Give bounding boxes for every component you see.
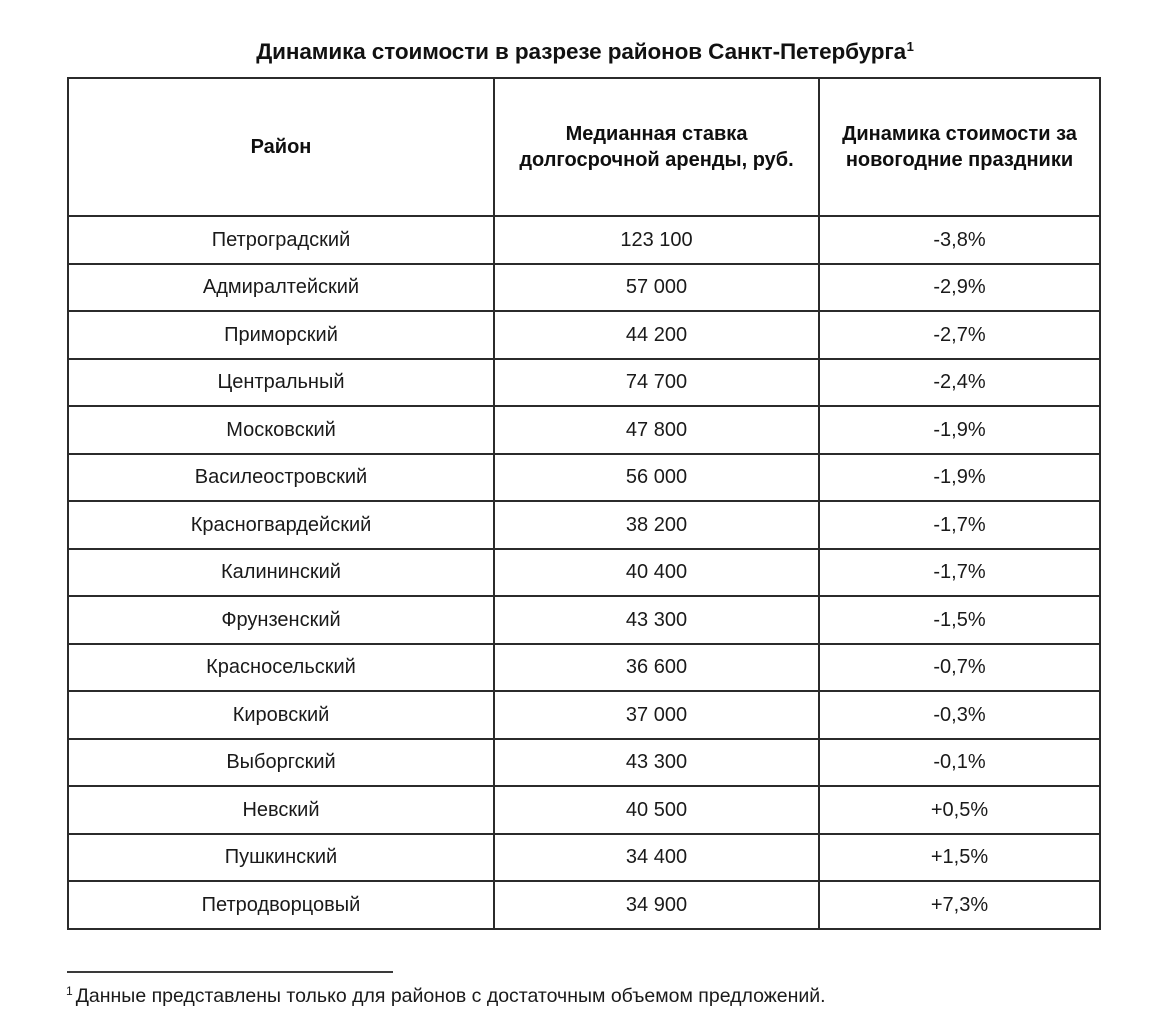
cell-district: Красносельский: [68, 644, 494, 692]
cell-district: Невский: [68, 786, 494, 834]
cell-dynamics: +7,3%: [819, 881, 1100, 929]
footnote-marker: 1: [66, 983, 73, 998]
cell-district: Выборгский: [68, 739, 494, 787]
cell-median-rate: 123 100: [494, 216, 819, 264]
table-row: [68, 834, 1100, 882]
cell-median-rate: 36 600: [494, 644, 819, 692]
table-row: [68, 501, 1100, 549]
cell-median-rate: 40 400: [494, 549, 819, 597]
page-title: [256, 39, 914, 65]
column-header-median-rate-line-1: Медианная ставка: [565, 122, 748, 145]
column-header-median-rate: [494, 78, 819, 216]
table-row: [68, 311, 1100, 359]
cell-median-rate: 43 300: [494, 739, 819, 787]
cell-district: Пушкинский: [68, 834, 494, 882]
cell-median-rate: 34 900: [494, 881, 819, 929]
table-row: [68, 264, 1100, 312]
table-header: [68, 78, 1100, 216]
cell-median-rate: 47 800: [494, 406, 819, 454]
cell-district: Приморский: [68, 311, 494, 359]
cell-district: Петродворцовый: [68, 881, 494, 929]
cell-median-rate: 37 000: [494, 691, 819, 739]
cell-dynamics: -1,7%: [819, 549, 1100, 597]
stat-table-container: [67, 77, 1099, 930]
cell-median-rate: 40 500: [494, 786, 819, 834]
table-row: [68, 406, 1100, 454]
page-title-text: Динамика стоимости в разрезе районов Санкт-Петербурга: [256, 39, 907, 65]
cell-dynamics: -1,9%: [819, 454, 1100, 502]
cell-median-rate: 57 000: [494, 264, 819, 312]
table-row: [68, 596, 1100, 644]
cell-median-rate: 43 300: [494, 596, 819, 644]
cell-dynamics: -0,7%: [819, 644, 1100, 692]
cell-dynamics: +0,5%: [819, 786, 1100, 834]
cell-dynamics: -3,8%: [819, 216, 1100, 264]
cell-dynamics: -0,3%: [819, 691, 1100, 739]
cell-dynamics: -1,7%: [819, 501, 1100, 549]
table-row: [68, 786, 1100, 834]
table-row: [68, 454, 1100, 502]
cell-district: Калининский: [68, 549, 494, 597]
district-price-dynamics-table: [67, 77, 1101, 930]
table-header-row: [68, 78, 1100, 216]
table-row: [68, 216, 1100, 264]
table-row: [68, 881, 1100, 929]
footnote-text: Данные представлены только для районов с достаточным объемом предложений.: [75, 985, 826, 1007]
column-header-district: [68, 78, 494, 216]
table-row: [68, 359, 1100, 407]
table-row: [68, 691, 1100, 739]
cell-district: Кировский: [68, 691, 494, 739]
footnote-separator: [67, 971, 393, 973]
column-header-median-rate-line-2: долгосрочной аренды, руб.: [519, 149, 794, 171]
column-header-dynamics-line-2: новогодние праздники: [845, 149, 1074, 171]
cell-district: Василеостровский: [68, 454, 494, 502]
cell-dynamics: -1,9%: [819, 406, 1100, 454]
cell-dynamics: -2,9%: [819, 264, 1100, 312]
cell-dynamics: -2,4%: [819, 359, 1100, 407]
cell-dynamics: -0,1%: [819, 739, 1100, 787]
cell-dynamics: +1,5%: [819, 834, 1100, 882]
cell-median-rate: 38 200: [494, 501, 819, 549]
cell-median-rate: 56 000: [494, 454, 819, 502]
cell-district: Центральный: [68, 359, 494, 407]
table-row: [68, 549, 1100, 597]
cell-dynamics: -1,5%: [819, 596, 1100, 644]
column-header-dynamics-line-1: Динамика стоимости за: [842, 122, 1077, 145]
column-header-dynamics: [819, 78, 1100, 216]
table-row: [68, 739, 1100, 787]
cell-district: Московский: [68, 406, 494, 454]
cell-district: Адмиралтейский: [68, 264, 494, 312]
footnote: [66, 984, 1106, 1008]
cell-district: Петроградский: [68, 216, 494, 264]
cell-district: Красногвардейский: [68, 501, 494, 549]
cell-district: Фрунзенский: [68, 596, 494, 644]
cell-median-rate: 34 400: [494, 834, 819, 882]
table-row: [68, 644, 1100, 692]
table-body: [68, 216, 1100, 929]
page-title-footnote-marker: 1: [906, 38, 914, 54]
cell-median-rate: 44 200: [494, 311, 819, 359]
page-title-container: [0, 24, 1170, 80]
cell-median-rate: 74 700: [494, 359, 819, 407]
cell-dynamics: -2,7%: [819, 311, 1100, 359]
column-header-district-line-1: Район: [250, 135, 312, 158]
